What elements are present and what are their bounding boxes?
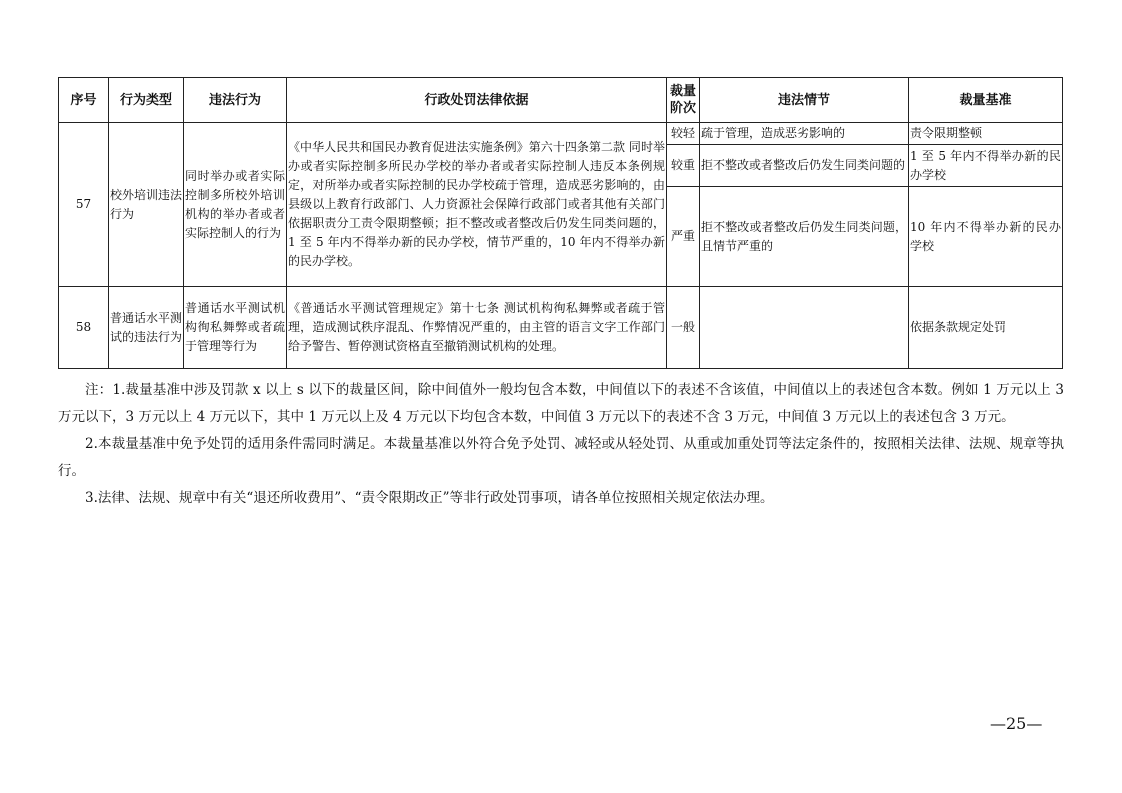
notes-section: [58, 377, 1064, 512]
table-row: [59, 287, 1063, 369]
row-57-circumstance-3: 拒不整改或者整改后仍发生同类问题，且情节严重的: [700, 187, 909, 287]
row-57-basis: 《中华人民共和国民办教育促进法实施条例》第六十四条第二款 同时举办或者实际控制多所民办学校的举办者或者实际控制人违反本条例规定，对所举办或者实际控制的民办学校疏于管理，造成恶劣影响的，由县级以上教育行政部门、人力资源社会保障行政部门或者其他有关部门依据职责分工责令限期整顿；拒不整改或者整改后仍发生同类问题的，1 至 5 年内不得举办新的民办学校，情节严重的，10 年内不得举办新的民办学校。: [287, 123, 667, 287]
note-1: 注：1.裁量基准中涉及罚款 x 以上 s 以下的裁量区间，除中间值外一般均包含本数，中间值以下的表述不含该值，中间值以上的表述包含本数。例如 1 万元以上 3 万元以下，3 万元以上 4 万元以下，其中 1 万元以上及 4 万元以下均包含本数，中间值 3 万元以下的表述不含 3 万元，中间值 3 万元以上的表述包含 3 万元。: [58, 382, 1064, 425]
row-58-level: 一般: [667, 287, 700, 369]
table-row: [59, 123, 1063, 145]
row-57-violation: 同时举办或者实际控制多所校外培训机构的举办者或者实际控制人的行为: [184, 123, 287, 287]
row-57-type: 校外培训违法行为: [109, 123, 184, 287]
row-57-standard-2: 1 至 5 年内不得举办新的民办学校: [909, 145, 1063, 187]
header-type: 行为类型: [109, 78, 184, 123]
note-3: 3.法律、法规、规章中有关“退还所收费用”、“责令限期改正”等非行政处罚事项，请各单位按照相关规定依法办理。: [85, 490, 774, 506]
table-header-row: [59, 78, 1063, 123]
row-58-standard: 依据条款规定处罚: [909, 287, 1063, 369]
header-basis: 行政处罚法律依据: [287, 78, 667, 123]
note-2: 2.本裁量基准中免予处罚的适用条件需同时满足。本裁量基准以外符合免予处罚、减轻或从轻处罚、从重或加重处罚等法定条件的，按照相关法律、法规、规章等执行。: [58, 436, 1064, 479]
row-57-circumstance-2: 拒不整改或者整改后仍发生同类问题的: [700, 145, 909, 187]
row-57-level-3: 严重: [667, 187, 700, 287]
header-level: 裁量阶次: [667, 78, 700, 123]
discretion-standard-table: [58, 77, 1063, 369]
header-circumstance: 违法情节: [700, 78, 909, 123]
header-standard: 裁量基准: [909, 78, 1063, 123]
row-57-level-1: 较轻: [667, 123, 700, 145]
row-57-seq: 57: [59, 123, 109, 287]
row-57-circumstance-1: 疏于管理，造成恶劣影响的: [700, 123, 909, 145]
page-number: —25—: [990, 714, 1043, 733]
row-58-violation: 普通话水平测试机构徇私舞弊或者疏于管理等行为: [184, 287, 287, 369]
row-58-circumstance: [700, 287, 909, 369]
row-58-seq: 58: [59, 287, 109, 369]
row-57-standard-1: 责令限期整顿: [909, 123, 1063, 145]
row-58-basis: 《普通话水平测试管理规定》第十七条 测试机构徇私舞弊或者疏于管理，造成测试秩序混乱、作弊情况严重的，由主管的语言文字工作部门给予警告、暂停测试资格直至撤销测试机构的处理。: [287, 287, 667, 369]
row-57-standard-3: 10 年内不得举办新的民办学校: [909, 187, 1063, 287]
header-seq: 序号: [59, 78, 109, 123]
header-violation: 违法行为: [184, 78, 287, 123]
row-58-type: 普通话水平测试的违法行为: [109, 287, 184, 369]
row-57-level-2: 较重: [667, 145, 700, 187]
